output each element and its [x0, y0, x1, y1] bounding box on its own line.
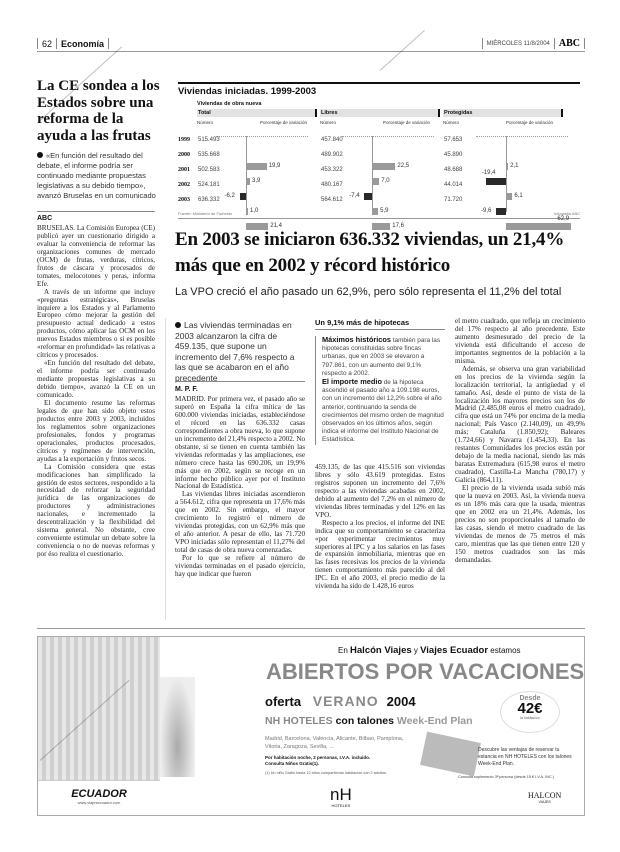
- divider: [56, 38, 57, 49]
- page-header-right: [482, 38, 585, 49]
- travel-advertisement[interactable]: [37, 636, 585, 816]
- bar-value-label: -6,2: [224, 193, 235, 199]
- housing-count: 457.840: [321, 137, 343, 143]
- text: Desde: [519, 695, 541, 702]
- housing-count: 524.181: [198, 182, 220, 188]
- text: En: [338, 646, 348, 655]
- left-article-deck: [37, 151, 157, 201]
- variation-bar: [506, 163, 508, 170]
- text: Viajes Ecuador: [420, 645, 489, 656]
- housing-count: 502.583: [198, 167, 220, 173]
- column-header: Número: [320, 120, 337, 125]
- price: 42€: [517, 700, 543, 717]
- bar-value-label: 7,0: [381, 178, 390, 184]
- zero-axis: [506, 136, 507, 212]
- main-headline: En 2003 se iniciaron 636.332 viviendas, un 21,4% más que en 2002 y récord histórico: [175, 229, 565, 276]
- panel-header: Libres: [320, 109, 440, 117]
- bar-value-label: 3,9: [252, 178, 261, 184]
- year-label: 2000: [178, 152, 190, 158]
- chart-credit: Infografía ABC: [553, 211, 580, 216]
- panel-header: Total: [197, 109, 317, 117]
- bar-value-label: 1,0: [250, 208, 259, 214]
- housing-count: 45.890: [444, 152, 463, 158]
- text: 2004: [386, 694, 416, 709]
- housing-count: 480.167: [321, 182, 343, 188]
- header-rule: [37, 51, 585, 52]
- panel-column-headers: [443, 120, 563, 125]
- bar-value-label: -9,6: [481, 208, 492, 214]
- paragraph: Además, se observa una gran variabilidad en los precios de la vivienda según la localización territorial, la antigüedad y el tamaño. Así, desde el punto de vista de la localización los mayores precios son los de Madrid (2.485,08 euros el metro cuadrado), cifra que está un 74% por encima de la media nacional; País Vasco (2.140,09), un 49,9% más; Cataluña (1.850,92); Baleares (1.724,66) y Navarra (1.454,33). En las restantes Comunidades los precios están por debajo de la media nacional, siendo las más baratas Extremadura (615,98 euros el metro cuadrado), Castilla-La Mancha (780,17) y Galicia (864,11).: [455, 364, 585, 485]
- divider: [584, 38, 585, 49]
- column-header: Número: [197, 120, 214, 125]
- variation-bar: [246, 208, 248, 215]
- text: nH: [330, 785, 352, 804]
- deck-text: «En función del resultado del debate, el informe podría ser continuado mediante propuestas legislativas a su debido tiempo», avanzó Bruselas en un comunicado: [37, 151, 156, 200]
- ad-headline: ABIERTOS POR VACACIONES: [266, 659, 585, 684]
- vouchers-image: [420, 732, 481, 777]
- bar-value-label: 62,9: [557, 216, 570, 222]
- column-header: Porcentaje de variación: [259, 120, 307, 125]
- nh-logo: [330, 787, 352, 808]
- paragraph: La Comisión considera que estas modificaciones han simplificado la gestión de estos sectores, respondido a la necesidad de reforzar la seguridad jurídica de las organizaciones de productores y administraciones nacionales, e incrementado la descentralización y la flexibilidad del sistema general. No obstante, cree conveniente estimular un debate sobre la conveniencia o no de nuevas reformas y por éso realiza el cuestionario.: [37, 462, 155, 559]
- sidebar-title: Un 9,1% más de hipotecas: [315, 318, 445, 330]
- year-label: 2003: [178, 197, 190, 203]
- text: HALCON: [528, 791, 562, 800]
- text: VERANO: [312, 693, 379, 709]
- sidebar-paragraph: también para las hipotecas constituidas sobre fincas urbanas, que en 2003 se elevaron a 797.861, con un aumento del 9,1% respecto a 2002.: [322, 337, 441, 377]
- housing-count: 535.668: [198, 152, 220, 158]
- axis-ticks: [476, 136, 568, 137]
- paragraph: BRUSELAS. La Comisión Europea (CE) publicó ayer un cuestionario dirigido a evaluar la conveniencia de reformar las organizaciones comunes de mercado (OCM) de frutas, verduras, cítricos, frutos de cáscara y procesados de tomates, melocotones y peras, informa Efe.: [37, 224, 155, 288]
- sandals-photo: [38, 637, 160, 780]
- halcon-logo: [528, 791, 561, 804]
- variation-bar: [372, 178, 379, 185]
- housing-starts-chart: [178, 82, 580, 229]
- paragraph: MADRID. Por primera vez, el pasado año se superó en España la cifra mítica de las 600.000 viviendas iniciadas, estableciéndose el récord en las 636.332 casas correspondientes a obra nueva, lo que supone un incremento del 21,4% respecto a 2002. No obstante, si se tienen en cuenta también las viviendas reformadas y las ampliaciones, ese número crece hasta las 690.206, un 19,9% más que en 2002, según se recoge en un informe hecho público ayer por el Instituto Nacional de Estadística.: [175, 395, 305, 491]
- ad-supplement: Consulta suplemento 3ª persona (desde 15 € I.V.A. INC.): [458, 775, 555, 779]
- text: Week-End Plan: [396, 715, 473, 727]
- chart-top-rule: [178, 82, 580, 84]
- divider: [175, 381, 305, 382]
- variation-bar: [240, 193, 246, 200]
- left-article-body: [37, 225, 155, 559]
- housing-count: 57.653: [444, 137, 463, 143]
- variation-bar: [246, 178, 250, 185]
- price-badge: [500, 691, 560, 733]
- variation-bar: [364, 193, 372, 200]
- ecuador-logo-text: ECUADOR: [71, 788, 127, 800]
- sidebar-lead: Máximos históricos: [322, 335, 391, 344]
- chart-source: Fuente: Ministerio de Fomento: [178, 211, 233, 216]
- year-label: 2001: [178, 167, 190, 173]
- ecuador-url: www.viajesecuador.com: [77, 800, 121, 805]
- panel-header: Protegidas: [443, 109, 563, 117]
- bar-value-label: 17,6: [392, 223, 404, 229]
- dome-photo: [160, 677, 195, 777]
- axis-ticks: [216, 136, 308, 137]
- ad-offer: [265, 693, 416, 709]
- ad-divider: [37, 628, 585, 629]
- housing-count: 71.720: [444, 197, 463, 203]
- column-header: Porcentaje de variación: [382, 120, 430, 125]
- housing-count: 564.612: [321, 197, 343, 203]
- text: y: [413, 646, 418, 655]
- chart-panel-libres: [320, 109, 440, 229]
- text: estamos: [490, 646, 521, 655]
- paragraph: Respecto a los precios, el informe del INE indica que su comportamiento se caracteriza «por experimentar crecimientos muy superiores al IPC y a los salarios en las fases de expansión inmobiliaria, mientras que en las fases recesivas los precios de la vivienda tienen comportamiento más parecido al del IPC. En el año 2003, el precio medio de la vivienda ha sido de 1.428,16 euros: [315, 518, 445, 591]
- page-header-left: [37, 38, 109, 49]
- bar-value-label: 21,4: [270, 223, 282, 229]
- divider: [554, 38, 555, 49]
- bar-value-label: 2,1: [510, 163, 519, 169]
- divider: [108, 38, 109, 49]
- variation-bar: [372, 208, 378, 215]
- variation-bar: [372, 163, 395, 170]
- year-label: 1999: [178, 137, 190, 143]
- panel-column-headers: [197, 120, 317, 125]
- abc-logo: ABC: [558, 38, 580, 49]
- ad-conditions: Por habitación noche, 2 personas, I.V.A. incluido. Consulta Niños Gratis(1).: [265, 755, 371, 766]
- divider: [37, 211, 155, 212]
- bar-value-label: 5,9: [380, 208, 389, 214]
- chart-bottom-rule: [178, 218, 580, 219]
- housing-count: 48.688: [444, 167, 463, 173]
- variation-bar: [506, 193, 512, 200]
- sidebar-text: [315, 336, 445, 445]
- variation-bar: [246, 163, 267, 170]
- column-header: Número: [443, 120, 460, 125]
- ad-nh-line: [265, 715, 473, 727]
- chart-title: Viviendas iniciadas. 1999-2003: [178, 86, 317, 97]
- bar-value-label: 19,9: [268, 163, 281, 169]
- housing-count: 453.322: [321, 167, 343, 173]
- bullet-icon: [175, 322, 181, 328]
- main-subheadline: La VPO creció el año pasado un 62,9%, pero sólo representa el 11,2% del total: [175, 286, 562, 298]
- text: HOTELES: [331, 803, 351, 808]
- paragraph: 459.135, de las que 415.516 son viviendas libres y sólo 43.619 protegidas. Estos registros suponen un incremento del 7,6% respecto a las viviendas acabadas en 2002, debido al aumento del 7,2% en el número de viviendas libres terminadas y del 12% en las VPO.: [315, 463, 445, 519]
- column-divider: [165, 318, 166, 620]
- paragraph: el metro cuadrado, que refleja un crecimiento del 17% respecto al año precedente. Este aumento desmesurado del precio de la vivienda está dificultando el acceso de importantes segmentos de la población a la misma.: [455, 317, 585, 365]
- text: oferta: [265, 694, 302, 709]
- zero-axis: [372, 136, 373, 212]
- mortgage-sidebar: [315, 318, 445, 445]
- housing-count: 636.332: [198, 197, 220, 203]
- bar-value-label: -7,4: [349, 193, 360, 199]
- chart-subtitle: Viviendas de obra nueva: [197, 101, 262, 107]
- text: NH HOTELES: [265, 715, 333, 727]
- housing-count: 489.902: [321, 152, 343, 158]
- bar-value-label: -19,4: [481, 170, 496, 176]
- main-body-col4: [455, 318, 585, 565]
- sidebar-lead: El importe medio: [322, 377, 382, 387]
- ad-discover: Descubre las ventajas de reservar tu estancia en NH HOTELES con los talones Week-End Plan.: [478, 747, 572, 767]
- page-number: 62: [42, 38, 53, 49]
- variation-bar: [496, 208, 506, 215]
- left-article-headline: La CE sondea a los Estados sobre una reforma de la ayuda a las frutas: [37, 78, 160, 144]
- issue-date: MIÉRCOLES 11/8/2004: [486, 40, 550, 47]
- bullet-icon: [37, 152, 43, 158]
- column-header: Porcentaje de variación: [505, 120, 553, 125]
- main-body-col2: [175, 396, 305, 579]
- zero-axis: [246, 136, 247, 212]
- paragraph: El precio de la vivienda usada subió más que la nueva en 2003. Así, la vivienda nueva es un 18% más cara que la usada, mientras que en 2002 era un 21,4%. Además, los precios no son proporcionales al tamaño de las casas, siendo el metro cuadrado de las viviendas de menos de 75 metros el más caro, mientras que las que tienen entre 120 y 150 metros cuadrados son las más demandadas.: [455, 484, 585, 564]
- year-label: 2002: [178, 182, 190, 188]
- text: la habitación: [520, 716, 540, 720]
- paragraph: «En función del resultado del debate, el informe podría ser continuado mediante propuestas legislativas a su debido tiempo», avanzó la CE en un comunicado.: [37, 359, 155, 400]
- divider: [37, 38, 38, 49]
- paragraph: Por lo que se refiere al número de viviendas terminadas en el pasado ejercicio, hay que indicar que fueron: [175, 554, 305, 578]
- paragraph: A través de un informe que incluye «preguntas estratégicas», Bruselas inquiere a los Estados y al Parlamento Europeo cómo mejorar la gestión del presupuesto actual dedicado a estos productos, cómo aplicar las OCM en los nuevos Estados miembros o si es posible «reformar en profundidad» las relativas a cítricos y procesados.: [37, 287, 155, 360]
- left-article-byline: ABC: [37, 215, 53, 222]
- paragraph: El documento resume las reformas legales de que han sido objeto estos productos entre 2003 y 2003, incluidos los reglamentos sobre organizaciones profesionales, fondos y programas operacionales, productos procesados, cítricos y regímenes de intervención, ayudas a la exportación y frutos secos.: [37, 398, 155, 463]
- bar-value-label: 22,5: [397, 163, 410, 169]
- main-deck: [175, 320, 303, 383]
- ad-cities: Madrid, Barcelona, Valencia, Alicante, Bilbao, Pamplona, Vitoria, Zaragoza, Sevilla, ...: [265, 736, 404, 750]
- divider: [482, 38, 483, 49]
- housing-count: 44.014: [444, 182, 463, 188]
- panel-column-headers: [320, 120, 440, 125]
- sidebar-paragraph: de la hipoteca ascendió el pasado año a 109.198 euros, con un incremento del 12,2% sobre el año anterior, continuando la senda de crecimientos del mismo orden de magnitud observados en los últimos años, según indica el informe del Instituto Nacional de Estadística.: [322, 379, 444, 444]
- main-byline: M. P. F.: [175, 386, 198, 393]
- housing-count: 515.493: [198, 137, 220, 143]
- main-body-col3: [315, 464, 445, 591]
- text: Halcón Viajes: [350, 645, 412, 656]
- paragraph: Las viviendas libres iniciadas ascendieron a 564.612, cifra que representa un 17,6% más que en 2002. Sin embargo, el mayor crecimiento lo registró el número de viviendas protegidas, con un 62,9% más que el año anterior. A pesar de ello, las 71.720 VPO iniciadas sólo representan el 11,27% del total de casas de obra nueva comenzadas.: [175, 490, 305, 555]
- axis-ticks: [342, 136, 434, 137]
- text: con talones: [335, 715, 394, 727]
- ad-intro: [338, 645, 521, 656]
- ecuador-logo: [38, 780, 160, 816]
- text: VIAJES: [538, 800, 551, 804]
- bar-value-label: 6,1: [514, 193, 523, 199]
- ad-footnote: (1) Un niño Gratis hasta 12 años compartiendo habitación con 2 adultos.: [265, 771, 387, 775]
- deck-text: Las viviendas terminadas en 2003 alcanzaron la cifra de 459.135, que supone un incremento del 7,6% respecto a las que se acabaron en el año precedente: [175, 320, 295, 383]
- variation-bar: [486, 178, 506, 185]
- section-name: Economía: [61, 38, 105, 49]
